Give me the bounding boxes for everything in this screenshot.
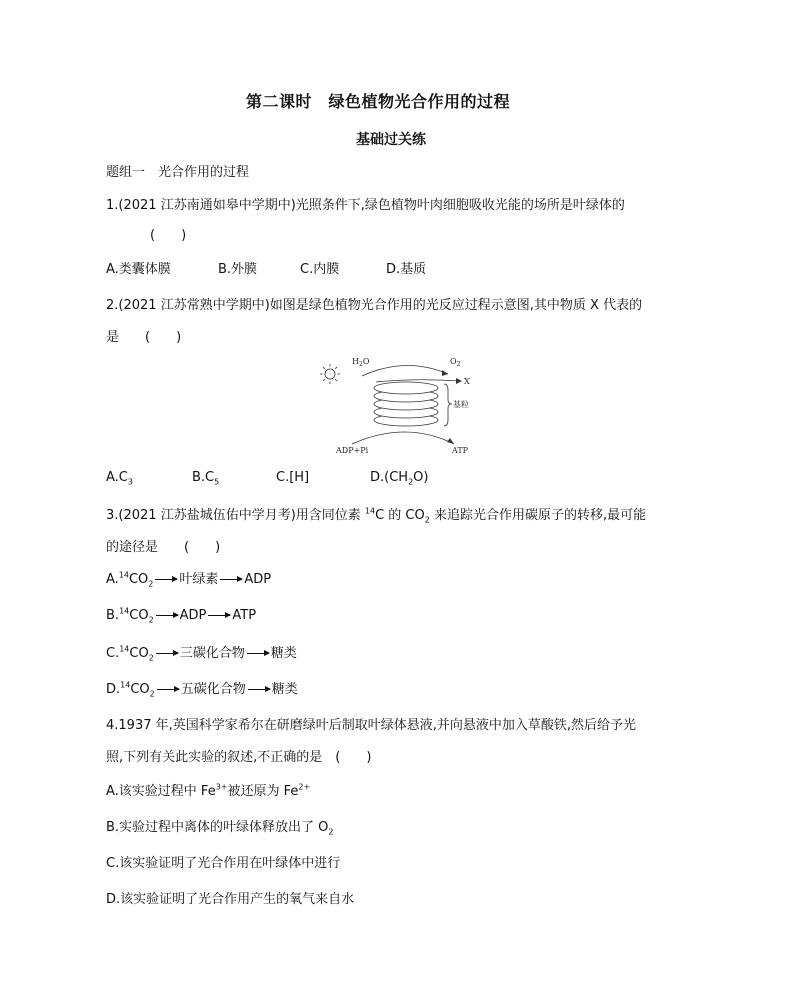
arrow-icon: [247, 653, 269, 654]
q2-option-c: C.[H]: [276, 470, 310, 485]
sun-icon: [320, 364, 340, 384]
arrow-icon: [157, 689, 179, 690]
q1-option-b: B.外膜: [218, 262, 258, 277]
q3-option-b: $B.^{14}CO_2$ ADP ATP: [106, 606, 257, 625]
x-product-arrow: [376, 380, 460, 382]
section-subtitle: 基础过关练: [356, 132, 426, 148]
q1-stem: 1.(2021 江苏南通如皋中学期中)光照条件下,绿色植物叶肉细胞吸收光能的场所是叶绿体的: [106, 198, 625, 213]
q2-option-d: $D.(CH_2O)$: [370, 470, 429, 487]
q3-stem-cont: 的途径是 ( ): [106, 540, 221, 555]
question-group-heading: 题组一 光合作用的过程: [106, 165, 250, 180]
q2-option-a: $A.C_3$: [106, 470, 133, 487]
water-to-oxygen-arrow: [362, 365, 448, 376]
light-reaction-diagram: [316, 350, 486, 460]
label-adp-pi: ADP+Pi: [336, 446, 369, 455]
label-grana: 基粒: [453, 400, 469, 409]
q3-option-a: $A.^{14}CO_2$ 叶绿素 ADP: [106, 570, 272, 589]
q3-option-d: $D.^{14}CO_2$ 五碳化合物 糖类: [106, 680, 298, 699]
arrow-icon: [156, 653, 178, 654]
q2-stem: 2.(2021 江苏常熟中学期中)如图是绿色植物光合作用的光反应过程示意图,其中物质 X 代表的: [106, 298, 643, 313]
page-title: 第二课时 绿色植物光合作用的过程: [246, 92, 511, 111]
arrow-icon: [248, 689, 270, 690]
q4-option-a: A.该实验过程中 $Fe^{3+}$被还原为 $Fe^{2+}$: [106, 782, 311, 799]
q3-stem: 3.(2021 江苏盐城伍佑中学月考)用含同位素 $^{14}$C 的 $CO_2$ 来追踪光合作用碳原子的转移,最可能: [106, 506, 647, 525]
label-atp: ATP: [452, 446, 469, 455]
grana-stack: [374, 382, 438, 426]
arrow-icon: [156, 615, 178, 616]
q2-option-b: $B.C_5$: [192, 470, 220, 487]
q2-stem-cont: 是 ( ): [106, 330, 182, 345]
q3-option-c: $C.^{14}CO_2$ 三碳化合物 糖类: [106, 644, 297, 663]
arrow-icon: [220, 579, 242, 580]
adp-to-atp-arrow: [352, 432, 454, 444]
arrow-icon: [208, 615, 230, 616]
label-h2o: $H_2O$: [352, 357, 370, 368]
q4-stem: 4.1937 年,英国科学家希尔在研磨绿叶后制取叶绿体悬液,并向悬液中加入草酸铁,然后给予光: [106, 718, 637, 733]
grana-brace: [444, 384, 452, 426]
arrow-icon: [155, 579, 177, 580]
q1-option-a: A.类囊体膜: [106, 262, 171, 277]
q1-answer-blank: ( ): [150, 228, 187, 243]
q4-option-b: B.实验过程中离体的叶绿体释放出了 $O_2$: [106, 820, 334, 837]
label-o2: $O_2$: [450, 357, 461, 368]
q4-option-c: C.该实验证明了光合作用在叶绿体中进行: [106, 856, 341, 871]
q1-option-c: C.内膜: [300, 262, 340, 277]
q4-option-d: D.该实验证明了光合作用产生的氧气来自水: [106, 892, 355, 907]
label-x: X: [464, 377, 470, 386]
q4-stem-cont: 照,下列有关此实验的叙述,不正确的是 ( ): [106, 750, 372, 765]
q1-option-d: D.基质: [386, 262, 427, 277]
